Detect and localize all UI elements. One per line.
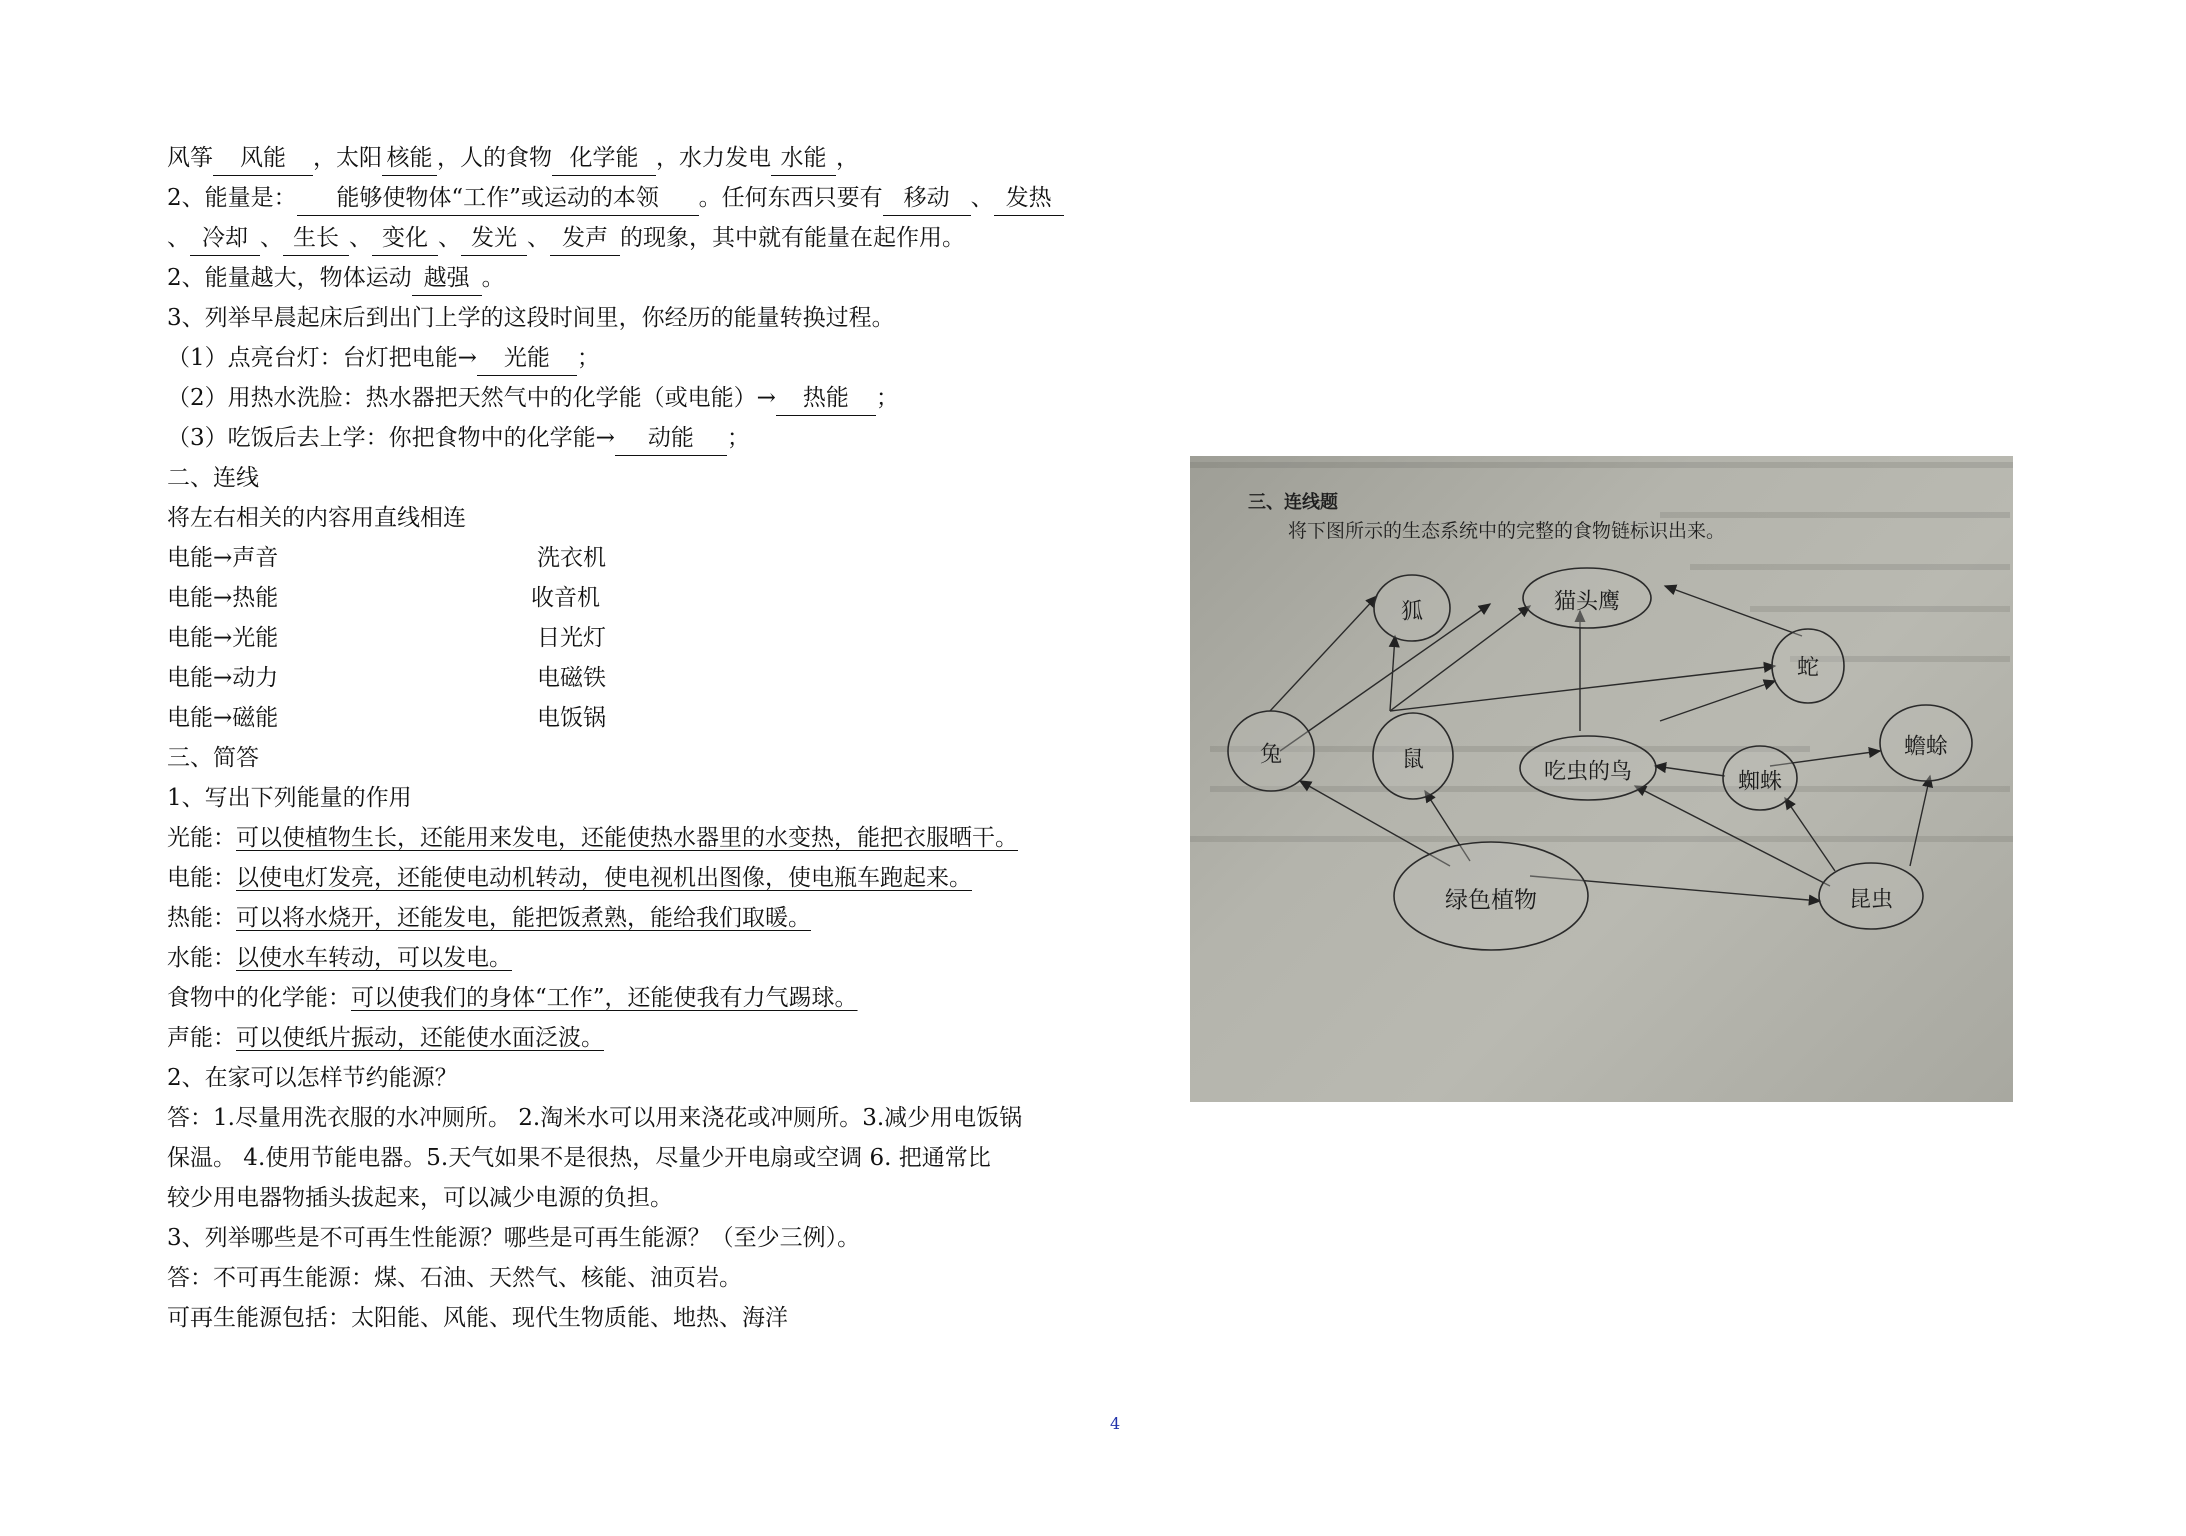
match-left-item: 电能→声音 — [167, 545, 279, 571]
text: 光能： — [167, 825, 236, 851]
answer-text: 可以将水烧开，还能发电，能把饭煮熟，能给我们取暖。 — [236, 905, 811, 931]
text: ， — [836, 145, 859, 171]
answer-text: 以使电灯发亮，还能使电动机转动，使电视机出图像，使电瓶车跑起来。 — [236, 865, 972, 891]
node-label-snake: 蛇 — [1796, 655, 1820, 681]
answer-blank: 能够使物体“工作”或运动的本领 — [297, 181, 699, 216]
fill-line-2 — [167, 178, 1064, 218]
node-label-mouse: 鼠 — [1401, 747, 1425, 773]
text: 电能： — [167, 865, 236, 891]
text: ； — [576, 345, 600, 371]
answer-blank: 核能 — [382, 141, 437, 176]
fill-line-3 — [167, 218, 965, 258]
text: ； — [875, 385, 899, 411]
photo-instruction: 将下图所示的生态系统中的完整的食物链标识出来。 — [1288, 520, 1726, 542]
energy-use-line — [167, 1018, 604, 1058]
answer-3-line: 可再生能源包括：太阳能、风能、现代生物质能、地热、海洋 — [167, 1305, 788, 1331]
node-label-owl: 猫头鹰 — [1553, 589, 1621, 615]
node-label-rabbit: 兔 — [1259, 742, 1283, 768]
text: 。任何东西只要有 — [698, 185, 883, 211]
answer-blank: 越强 — [412, 261, 482, 296]
answer-blank: 发声 — [550, 221, 620, 256]
node-label-insect: 昆虫 — [1848, 887, 1894, 913]
energy-use-line — [167, 938, 512, 978]
energy-use-line — [167, 898, 811, 938]
energy-use-line — [167, 818, 1018, 858]
text: ，水力发电 — [656, 145, 771, 171]
match-left-item: 电能→动力 — [167, 665, 279, 691]
node-label-bird: 吃虫的鸟 — [1543, 759, 1633, 785]
text: 2、能量是： — [167, 185, 297, 211]
answer-blank: 热能 — [776, 381, 876, 416]
question-2: 2、在家可以怎样节约能源？ — [167, 1065, 458, 1091]
section-heading-2: 二、连线 — [167, 465, 259, 491]
answer-text: 可以使植物生长，还能用来发电，还能使热水器里的水变热，能把衣服晒干。 — [236, 825, 1018, 851]
node-label-spider: 蜘蛛 — [1737, 769, 1783, 795]
answer-blank: 生长 — [283, 221, 349, 256]
answer-2-line: 保温。 4.使用节能电器。5.天气如果不是很热，尽量少开电扇或空调 6. 把通常比 — [167, 1145, 991, 1171]
fill-line-4 — [167, 258, 505, 298]
text: 、 — [527, 225, 550, 251]
answer-line-2 — [167, 378, 899, 418]
node-label-toad: 蟾蜍 — [1903, 734, 1949, 760]
answer-3-line: 答：不可再生能源：煤、石油、天然气、核能、油页岩。 — [167, 1265, 742, 1291]
match-right-item: 日光灯 — [537, 625, 606, 651]
text: ； — [726, 425, 750, 451]
text: 水能： — [167, 945, 236, 971]
answer-blank: 移动 — [883, 181, 971, 216]
answer-blank: 化学能 — [552, 141, 656, 176]
answer-blank: 光能 — [477, 341, 577, 376]
energy-use-line — [167, 858, 972, 898]
node-label-plant: 绿色植物 — [1445, 887, 1537, 914]
question-1: 1、写出下列能量的作用 — [167, 785, 412, 811]
answer-text: 可以使我们的身体“工作”，还能使我有力气踢球。 — [351, 985, 858, 1011]
match-right-item: 洗衣机 — [537, 545, 606, 571]
match-right-item: 电饭锅 — [537, 705, 606, 731]
answer-text: 可以使纸片振动，还能使水面泛波。 — [236, 1025, 604, 1051]
answer-blank: 发热 — [994, 181, 1064, 216]
text: 、 — [260, 225, 283, 251]
text: 。 — [481, 265, 505, 291]
text: （3）吃饭后去上学：你把食物中的化学能→ — [167, 425, 615, 451]
page-number: 4 — [1110, 1414, 1121, 1433]
match-right-item: 收音机 — [531, 585, 600, 611]
answer-blank: 变化 — [372, 221, 438, 256]
answer-blank: 风能 — [213, 141, 313, 176]
text: 、 — [349, 225, 372, 251]
photo-heading: 三、连线题 — [1248, 492, 1338, 513]
answer-2-line: 答：1.尽量用洗衣服的水冲厕所。 2.淘米水可以用来浇花或冲厕所。3.减少用电饭锅 — [167, 1105, 1023, 1131]
question-3b: 3、列举哪些是不可再生性能源？哪些是可再生能源？（至少三例）。 — [167, 1225, 861, 1251]
section-heading-3: 三、简答 — [167, 745, 259, 771]
text: 、 — [438, 225, 461, 251]
match-left-item: 电能→热能 — [167, 585, 279, 611]
text: 、 — [970, 185, 994, 211]
node-label-fox: 狐 — [1400, 599, 1424, 625]
energy-use-line — [167, 978, 858, 1018]
match-left-item: 电能→光能 — [167, 625, 279, 651]
answer-line-3 — [167, 418, 750, 458]
matching-instruction: 将左右相关的内容用直线相连 — [167, 505, 466, 531]
answer-blank: 发光 — [461, 221, 527, 256]
text: 风筝 — [167, 145, 213, 171]
text: 2、能量越大，物体运动 — [167, 265, 412, 291]
answer-line-1 — [167, 338, 600, 378]
question-3: 3、列举早晨起床后到出门上学的这段时间里，你经历的能量转换过程。 — [167, 305, 895, 331]
answer-2-line: 较少用电器物插头拔起来，可以减少电源的负担。 — [167, 1185, 673, 1211]
text: （2）用热水洗脸：热水器把天然气中的化学能（或电能）→ — [167, 385, 776, 411]
answer-blank: 冷却 — [190, 221, 260, 256]
fill-line-1 — [167, 138, 859, 178]
text: 的现象，其中就有能量在起作用。 — [620, 225, 965, 251]
answer-blank: 水能 — [771, 141, 836, 176]
food-web-photo — [1190, 456, 2013, 1102]
text: 热能： — [167, 905, 236, 931]
text: （1）点亮台灯：台灯把电能→ — [167, 345, 477, 371]
answer-text: 以使水车转动，可以发电。 — [236, 945, 512, 971]
text: ，太阳 — [313, 145, 382, 171]
text: ，人的食物 — [437, 145, 552, 171]
text: 声能： — [167, 1025, 236, 1051]
match-right-item: 电磁铁 — [537, 665, 606, 691]
text: 食物中的化学能： — [167, 985, 351, 1011]
text: 、 — [167, 225, 190, 251]
match-left-item: 电能→磁能 — [167, 705, 279, 731]
answer-blank: 动能 — [615, 421, 727, 456]
